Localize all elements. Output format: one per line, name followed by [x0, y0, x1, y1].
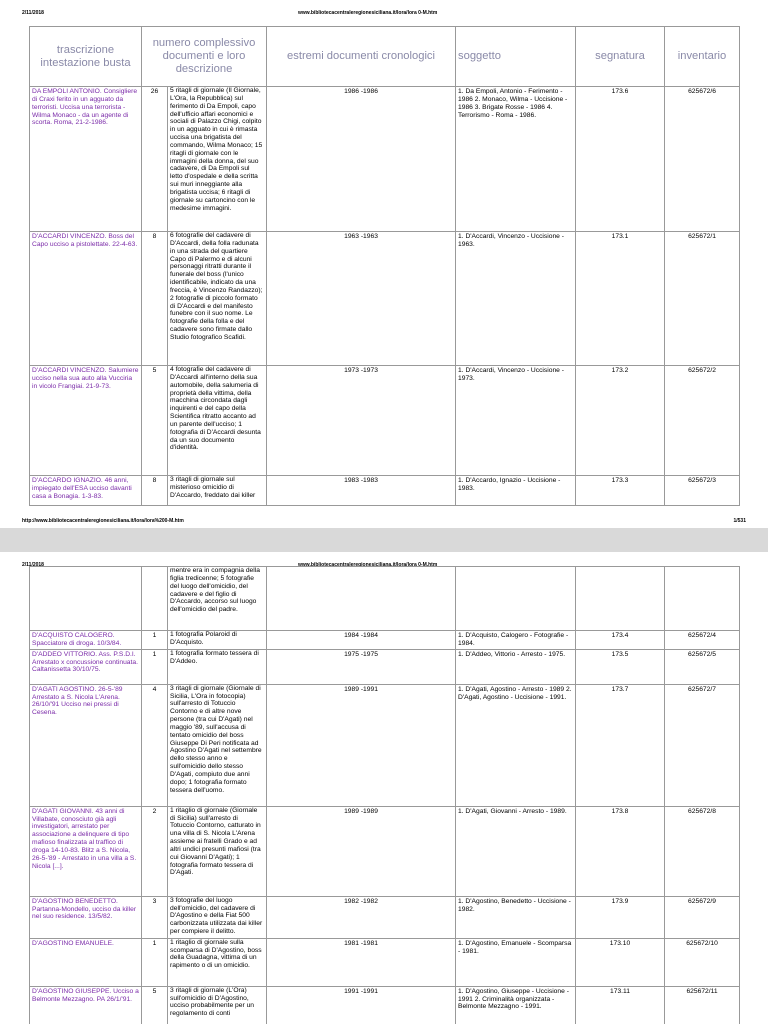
header-dates: estremi documenti cronologici: [267, 27, 456, 87]
busta-title: D'AGATI AGOSTINO. 26-5-'89 Arrestato a S. Nicola L'Arena. 26/10/'91 Ucciso nei pressi di Cesena.: [30, 684, 142, 806]
busta-title: D'AGOSTINO BENEDETTO. Partanna-Mondello, ucciso da killer nel suo residence. 13/5/82.: [30, 896, 142, 938]
table-row: [30, 649, 740, 684]
signature: 173.10: [576, 938, 665, 986]
subject: 1. D'Acquisto, Calogero - Fotografie - 1984.: [456, 631, 576, 650]
document-description: 3 fotografie del luogo dell'omicidio, del cadavere di D'Agostino e della Fiat 500 carbonizzata utilizzata dai killer per compiere il delitto.: [168, 896, 267, 938]
archive-table: [29, 26, 740, 506]
subject: 1. D'Agostino, Benedetto - Uccisione - 1982.: [456, 896, 576, 938]
table-header-row: [30, 27, 740, 87]
signature: 173.5: [576, 649, 665, 684]
table-row: [30, 684, 740, 806]
header-date: 2/11/2018: [22, 10, 44, 16]
document-count: 3: [142, 896, 168, 938]
table-row-continuation: [30, 567, 740, 631]
signature: 173.7: [576, 684, 665, 806]
inventory: 625672/1: [665, 232, 740, 366]
busta-title: D'ACCARDI VINCENZO. Boss del Capo ucciso a pistolettate. 22-4-63.: [30, 232, 142, 366]
table-row: [30, 232, 740, 366]
document-count: 5: [142, 986, 168, 1024]
document-description: 4 fotografie del cadavere di D'Accardi all'interno della sua automobile, della salumeria di proprietà della vittima, della macchina circondata dagli inquirenti e del capo della Scientifica ritratto accanto ad un parente dell'ucciso; 1 fotografia di D'Accardi desunta da un suo documento d'identità.: [168, 366, 267, 476]
busta-title: D'ACQUISTO CALOGERO. Spacciatore di droga. 10/3/84.: [30, 631, 142, 650]
busta-title: D'ACCARDI VINCENZO. Salumiere ucciso nella sua auto alla Vucciria in vicolo Frangiai. 21-9-73.: [30, 366, 142, 476]
subject: 1. D'Agati, Agostino - Arresto - 1989 2. D'Agati, Agostino - Uccisione - 1991.: [456, 684, 576, 806]
page-header: [22, 10, 746, 20]
date-range: 1991 -1991: [267, 986, 456, 1024]
inventory: 625672/2: [665, 366, 740, 476]
signature: 173.4: [576, 631, 665, 650]
inventory: 625672/3: [665, 476, 740, 506]
date-range: 1989 -1989: [267, 806, 456, 896]
header-url: www.bibliotecacentraleregionesiciliana.it/lora/lora 0-M.htm: [298, 562, 438, 568]
subject: 1. D'Accardi, Vincenzo - Uccisione - 1963.: [456, 232, 576, 366]
document-count: 1: [142, 649, 168, 684]
table-row: [30, 806, 740, 896]
document-count: 8: [142, 232, 168, 366]
table-row: [30, 631, 740, 650]
subject: 1. D'Addeo, Vittorio - Arresto - 1975.: [456, 649, 576, 684]
date-range: 1983 -1983: [267, 476, 456, 506]
busta-title: D'AGOSTINO EMANUELE.: [30, 938, 142, 986]
table-row: [30, 476, 740, 506]
signature: 173.8: [576, 806, 665, 896]
date-range: 1975 -1975: [267, 649, 456, 684]
document-description: 3 ritagli di giornale (Giornale di Sicilia, L'Ora in fotocopia) sull'arresto di Totuccio Contorno e di altre nove persone (tra cui D'Agati) nel maggio '89, sull'accusa di tentato omicidio del boss Giuseppe Di Peri notificata ad Agostino D'Agati nel settembre dello stesso anno e sull'omicidio dello stesso D'Agati, compiuto due anni dopo; 1 fotografia formato tessera dell'uomo.: [168, 684, 267, 806]
document-description: 6 fotografie del cadavere di D'Accardi, della folla radunata in una strada del quartiere Capo di Palermo e di alcuni personaggi ritratti durante il funerale del boss (l'unico identificabile, indicato da una freccia, è Vincenzo Randazzo); 2 fotografie di piccolo formato di D'Accardi e del manifesto funebre con il suo nome. Le fotografie della folla e del cadavere sono firmate dallo Studio fotografico Scafidi.: [168, 232, 267, 366]
date-range: 1984 -1984: [267, 631, 456, 650]
header-date: 2/11/2018: [22, 562, 44, 568]
inventory: 625672/9: [665, 896, 740, 938]
table-row: [30, 986, 740, 1024]
signature: 173.6: [576, 87, 665, 232]
signature: 173.11: [576, 986, 665, 1024]
inventory: 625672/6: [665, 87, 740, 232]
inventory: 625672/10: [665, 938, 740, 986]
table-row: [30, 87, 740, 232]
subject: 1. D'Agostino, Giuseppe - Uccisione - 1991 2. Criminalità organizzata - Belmonte Mezzagno - 1991.: [456, 986, 576, 1024]
busta-title: D'AGOSTINO GIUSEPPE. Ucciso a Belmonte Mezzagno. PA 26/1/'91.: [30, 986, 142, 1024]
subject: 1. D'Agostino, Emanuele - Scomparsa - 1981.: [456, 938, 576, 986]
header-signature: segnatura: [576, 27, 665, 87]
subject: 1. D'Accardi, Vincenzo - Uccisione - 1973.: [456, 366, 576, 476]
table-row: [30, 896, 740, 938]
header-subject: soggetto: [456, 27, 576, 87]
document-description: 5 ritagli di giornale (Il Giornale, L'Ora, la Repubblica) sul ferimento di Da Empoli, capo dell'ufficio affari economici e sociali di Palazzo Chigi, colpito in un agguato in cui è rimasta uccisa una brigatista del commando, Wilma Monaco; 15 ritagli di giornale con le immagini della donna, del suo cadavere, di Da Empoli sul letto d'ospedale e della scritta sui muri inneggiante alla brigatista uccisa; 6 ritagli di giornale su cartoncino con le medesime immagini.: [168, 87, 267, 232]
date-range: 1963 -1963: [267, 232, 456, 366]
busta-title: D'AGATI GIOVANNI. 43 anni di Villabate, conosciuto già agli investigatori, arrestato per associazione a delinquere di tipo mafioso finalizzata al traffico di droga 14-10-83. Blitz a S. Nicola, 26-5-'89 - Arrestato in una villa a S. Nicola [...].: [30, 806, 142, 896]
document-count: 4: [142, 684, 168, 806]
date-range: 1982 -1982: [267, 896, 456, 938]
date-range: 1986 -1986: [267, 87, 456, 232]
document-description: mentre era in compagnia della figlia tredicenne; 5 fotografie del luogo dell'omicidio, del cadavere e del figlio di D'Accardo, accorso sul luogo dell'omicidio del padre.: [168, 567, 267, 631]
date-range: 1973 -1973: [267, 366, 456, 476]
subject: 1. Da Empoli, Antonio - Ferimento - 1986 2. Monaco, Wilma - Uccisione - 1986 3. Brigate Rosse - 1986 4. Terrorismo - Roma - 1986.: [456, 87, 576, 232]
pdf-page-2: [0, 552, 768, 1024]
subject: 1. D'Agati, Giovanni - Arresto - 1989.: [456, 806, 576, 896]
signature: 173.9: [576, 896, 665, 938]
inventory: 625672/11: [665, 986, 740, 1024]
inventory: 625672/4: [665, 631, 740, 650]
document-description: 3 ritagli di giornale (L'Ora) sull'omicidio di D'Agostino, ucciso probabilmente per un regolamento di conti: [168, 986, 267, 1024]
footer-url: http://www.bibliotecacentraleregionesiciliana.it/lora/lora%200-M.htm: [22, 518, 184, 524]
signature: 173.3: [576, 476, 665, 506]
subject: 1. D'Accardo, Ignazio - Uccisione - 1983.: [456, 476, 576, 506]
document-count: 8: [142, 476, 168, 506]
page-footer: [22, 518, 746, 528]
document-count: 2: [142, 806, 168, 896]
busta-title: D'ACCARDO IGNAZIO. 46 anni, impiegato dell'ESA ucciso davanti casa a Bonagia. 1-3-83.: [30, 476, 142, 506]
inventory: 625672/5: [665, 649, 740, 684]
header-inventory: inventario: [665, 27, 740, 87]
inventory: 625672/8: [665, 806, 740, 896]
document-description: 1 fotografia Polaroid di D'Acquisto.: [168, 631, 267, 650]
archive-table-continued: [29, 566, 740, 1024]
header-count-description: numero complessivo documenti e loro descrizione: [142, 27, 267, 87]
busta-title: DA EMPOLI ANTONIO. Consigliere di Craxi ferito in un agguato da terroristi. Uccisa una terrorista - Wilma Monaco - da un agente di scorta. Roma, 21-2-1986.: [30, 87, 142, 232]
busta-title: D'ADDEO VITTORIO. Ass. P.S.D.I. Arrestato x concussione continuata. Caltanissetta 30/10/75.: [30, 649, 142, 684]
signature: 173.2: [576, 366, 665, 476]
header-url: www.bibliotecacentraleregionesiciliana.it/lora/lora 0-M.htm: [298, 10, 438, 16]
document-description: 1 ritaglio di giornale (Giornale di Sicilia) sull'arresto di Totuccio Contorno, catturato in una villa di S. Nicola L'Arena assieme ai fratelli Grado e ad altri undici presunti mafiosi (tra cui Giovanni D'Agati); 1 fotografia formato tessera di D'Agati.: [168, 806, 267, 896]
date-range: 1989 -1991: [267, 684, 456, 806]
document-count: 26: [142, 87, 168, 232]
date-range: 1981 -1981: [267, 938, 456, 986]
document-count: 5: [142, 366, 168, 476]
document-count: 1: [142, 631, 168, 650]
page-number: 1/531: [733, 518, 746, 524]
signature: 173.1: [576, 232, 665, 366]
document-description: 1 fotografia formato tessera di D'Addeo.: [168, 649, 267, 684]
table-row: [30, 366, 740, 476]
header-title: trascrizione intestazione busta: [30, 27, 142, 87]
document-description: 1 ritaglio di giornale sulla scomparsa di D'Agostino, boss della Guadagna, vittima di un rapimento o di un omicidio.: [168, 938, 267, 986]
table-row: [30, 938, 740, 986]
document-description: 3 ritagli di giornale sul misterioso omicidio di D'Accardo, freddato dai killer: [168, 476, 267, 506]
inventory: 625672/7: [665, 684, 740, 806]
document-count: 1: [142, 938, 168, 986]
